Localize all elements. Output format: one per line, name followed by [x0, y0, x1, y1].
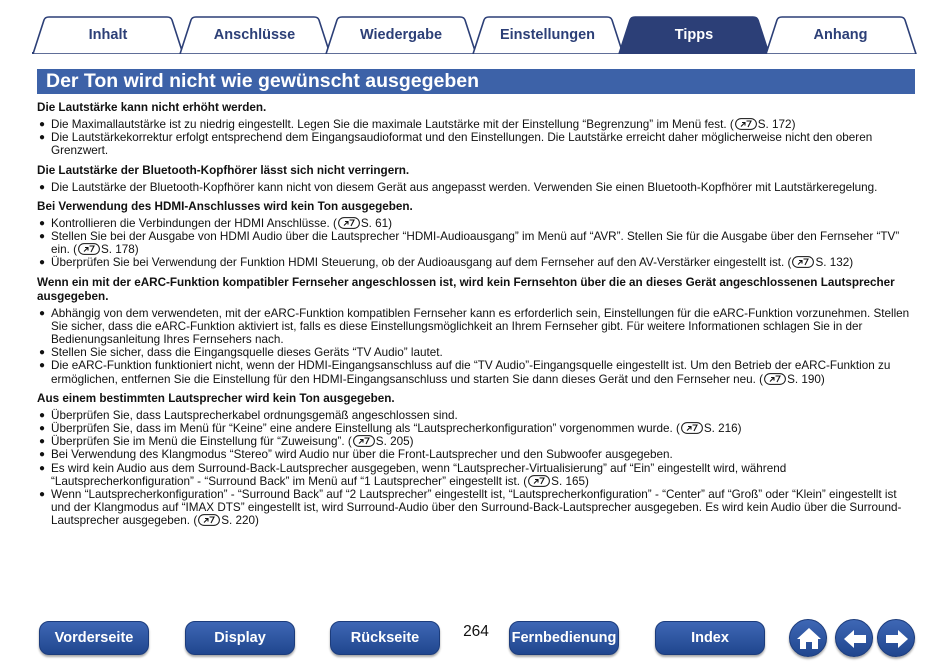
tab-einstellungen[interactable] [472, 16, 624, 54]
list-item [37, 409, 917, 422]
section-heading: Die Lautstärke der Bluetooth-Kopfhörer lässt sich nicht verringern. [37, 163, 410, 177]
list-item [37, 359, 917, 385]
page-reference-text: S. 132 [815, 256, 850, 270]
bullet-icon: ● [39, 436, 46, 448]
page-reference-text: S. 190 [787, 372, 821, 386]
tab-anhang[interactable] [765, 16, 917, 54]
bullet-icon: ● [39, 347, 46, 359]
bullet-list [37, 181, 917, 194]
item-text: Die Maximallautstärke ist zu niedrig eingestellt. Legen Sie die maximale Lautstärke mit der Einstellung “Begrenzung” im Menü fest. [51, 118, 730, 131]
bullet-icon: ● [39, 423, 46, 435]
item-text: Die Lautstärkekorrektur erfolgt entsprechend dem Eingangsaudioformat und den Einstellungen. Die Lautstärke erreicht daher möglicherweise nicht den oberen Grenzwert. [51, 131, 873, 158]
page-reference-link[interactable]: ( S. 178) [73, 243, 139, 257]
troubleshooting-section [37, 164, 917, 194]
list-item [37, 131, 917, 157]
list-item [37, 307, 917, 347]
tab-inhalt[interactable] [32, 16, 184, 54]
item-text: Es wird kein Audio aus dem Surround-Back-Lautsprecher ausgegeben, wenn “Lautsprecher-Virtualisierung” auf “Ein” eingestellt wird, während “Lautsprecherkonfiguration” - “Surround Back” im Menü auf “1 Lautsprecher” eingestellt ist. [51, 461, 787, 488]
bullet-icon: ● [39, 257, 46, 269]
bullet-list [37, 307, 917, 386]
page-reference-link[interactable]: ( S. 216) [675, 422, 742, 436]
arrow-right-icon [878, 620, 916, 658]
arrow-left-icon [836, 620, 874, 658]
page-reference-text: S. 172 [757, 118, 792, 131]
bullet-icon: ● [39, 409, 46, 421]
bullet-icon: ● [39, 132, 46, 144]
tab-anschl-sse[interactable] [179, 16, 331, 54]
section-heading: Wenn ein mit der eARC-Funktion kompatibler Fernseher angeschlossen ist, wird kein Fernsehton über die an dieses Gerät angeschlossenen Lautsprecher ausgegeben. [37, 275, 895, 303]
section-heading: Die Lautstärke kann nicht erhöht werden. [37, 101, 267, 114]
item-text: Wenn “Lautsprecherkonfiguration” - “Surround Back” auf “2 Lautsprecher” eingestellt ist, “Lautsprecherkonfiguration” - “Center” auf “Groß” oder “Klein” eingestellt ist und der Klangmodus auf “IMAX DTS” eingestellt ist, wird Surround-Audio über den Surround-Back-Lautsprecher ausgegeben. Es wird kein Audio über die Surround-Lautsprecher ausgegeben. [51, 488, 902, 528]
item-text: Stellen Sie bei der Ausgabe von HDMI Audio über die Lautsprecher “HDMI-Audioausgang” im Menü auf “AVR”. Stellen Sie für die Ausgabe über den Fernseher “TV” ein. [51, 230, 900, 257]
vorderseite-button[interactable]: Vorderseite [39, 621, 149, 655]
section-heading: Bei Verwendung des HDMI-Anschlusses wird kein Ton ausgegeben. [37, 199, 413, 213]
fernbedienung-button[interactable]: Fernbedienung [509, 621, 619, 655]
bullet-list [37, 118, 917, 158]
tab-bar [32, 12, 916, 54]
item-text: Die eARC-Funktion funktioniert nicht, wenn der HDMI-Eingangsanschluss auf die “TV Audio”-Eingangsquelle eingestellt ist. Um den Betrieb der eARC-Funktion zu ermöglichen, entfernen Sie die Einstellung für den HDMI-Eingangsanschluss und starten Sie dann dieses Gerät und den Fernseher neu. [51, 359, 891, 386]
item-text: Abhängig von dem verwendeten, mit der eARC-Funktion kompatiblen Fernseher kann es erforderlich sein, Einstellungen für die eARC-Funktion vorzunehmen. Stellen Sie sicher, dass die eARC-Funktion aktiviert ist, falls es diese Einstellungsmöglichkeit an Ihrem Fernseher gibt. Für weitere Informationen schlagen Sie in der Bedienungsanleitung Ihres Fernsehers nach. [51, 306, 910, 347]
page-reference-link[interactable]: ( S. 132) [787, 256, 854, 270]
display-button[interactable]: Display [185, 621, 295, 655]
list-item [37, 256, 917, 269]
list-item [37, 435, 917, 448]
bullet-icon: ● [39, 119, 46, 130]
page-reference-link[interactable]: ( S. 61) [332, 216, 393, 230]
bullet-icon: ● [39, 307, 46, 319]
tab-label: Inhalt [88, 27, 128, 43]
list-item [37, 346, 917, 359]
next-page-button[interactable] [877, 619, 915, 657]
tab-wiedergabe[interactable] [325, 16, 477, 54]
previous-page-button[interactable] [835, 619, 873, 657]
tab-label: Einstellungen [499, 27, 596, 43]
page-reference-icon [528, 475, 550, 487]
bullet-list [37, 409, 917, 528]
page-reference-text: S. 220 [221, 514, 256, 528]
bullet-icon: ● [39, 181, 46, 193]
list-item [37, 422, 917, 435]
item-text: Bei Verwendung des Klangmodus “Stereo” wird Audio nur über die Front-Lautsprecher und den Subwoofer ausgegeben. [51, 448, 673, 462]
list-item [37, 118, 917, 131]
item-text: Überprüfen Sie, dass Lautsprecherkabel ordnungsgemäß angeschlossen sind. [51, 408, 458, 422]
section-heading: Aus einem bestimmten Lautsprecher wird kein Ton ausgegeben. [37, 391, 395, 405]
page-reference-icon [792, 256, 814, 268]
page-reference-text: S. 205 [375, 435, 410, 449]
page-reference-icon [681, 422, 703, 434]
item-text: Überprüfen Sie bei Verwendung der Funktion HDMI Steuerung, ob der Audioausgang auf dem Fernseher auf den AV-Verstärker eingestellt ist. [51, 256, 788, 270]
bullet-icon: ● [39, 462, 46, 474]
tab-label: Wiedergabe [359, 27, 443, 43]
page-reference-text: S. 178 [101, 243, 135, 257]
list-item [37, 448, 917, 461]
list-item [37, 181, 917, 194]
bullet-icon: ● [39, 489, 46, 501]
home-icon [790, 620, 828, 658]
item-text: Überprüfen Sie, dass im Menü für “Keine” eine andere Einstellung als “Lautsprecherkonfiguration” vorgenommen wurde. [51, 422, 676, 436]
list-item [37, 462, 917, 488]
page-reference-icon [735, 118, 757, 130]
page-reference-text: S. 216 [703, 422, 738, 436]
page-title: Der Ton wird nicht wie gewünscht ausgegeben [46, 70, 480, 92]
page-reference-text: S. 165 [551, 474, 585, 488]
index-button[interactable]: Index [655, 621, 765, 655]
r-ckseite-button[interactable]: Rückseite [330, 621, 440, 655]
home-button[interactable] [789, 619, 827, 657]
page-reference-icon [78, 243, 100, 255]
list-item [37, 217, 917, 230]
item-text: Überprüfen Sie im Menü die Einstellung für “Zuweisung”. [51, 435, 348, 449]
bullet-icon: ● [39, 231, 46, 243]
content-area [37, 101, 917, 534]
troubleshooting-section [37, 101, 917, 158]
troubleshooting-section [37, 392, 917, 528]
page-reference-icon [198, 514, 220, 526]
page-reference-link[interactable]: ( S. 220) [193, 514, 259, 528]
page-title-bar [37, 69, 915, 94]
page-reference-text: S. 61 [360, 216, 389, 230]
item-text: Die Lautstärke der Bluetooth-Kopfhörer kann nicht von diesem Gerät aus angepasst werden. Verwenden Sie einen Bluetooth-Kopfhörer mit Lautstärkeregelung. [51, 180, 878, 194]
troubleshooting-section [37, 276, 917, 386]
page-reference-link[interactable]: ( S. 172) [729, 118, 796, 131]
item-text: Stellen Sie sicher, dass die Eingangsquelle dieses Geräts “TV Audio” lautet. [51, 346, 443, 360]
page-reference-icon [764, 373, 786, 385]
page-reference-link[interactable]: ( S. 205) [347, 435, 414, 449]
page-reference-icon [338, 217, 360, 229]
bullet-icon: ● [39, 360, 46, 372]
bullet-list [37, 217, 917, 270]
bullet-icon: ● [39, 449, 46, 461]
list-item [37, 230, 917, 256]
page-reference-link[interactable]: ( S. 190) [759, 372, 825, 386]
list-item [37, 488, 917, 528]
item-text: Kontrollieren die Verbindungen der HDMI Anschlüsse. [51, 216, 333, 230]
page-number: 264 [463, 623, 489, 640]
troubleshooting-section [37, 200, 917, 270]
page-reference-icon [353, 435, 375, 447]
page-reference-link[interactable]: ( S. 165) [523, 474, 589, 488]
bullet-icon: ● [39, 217, 46, 229]
tab-tipps[interactable] [618, 16, 770, 54]
tab-label: Anschlüsse [213, 27, 296, 43]
tab-label: Anhang [813, 27, 868, 43]
tab-label: Tipps [674, 27, 714, 43]
